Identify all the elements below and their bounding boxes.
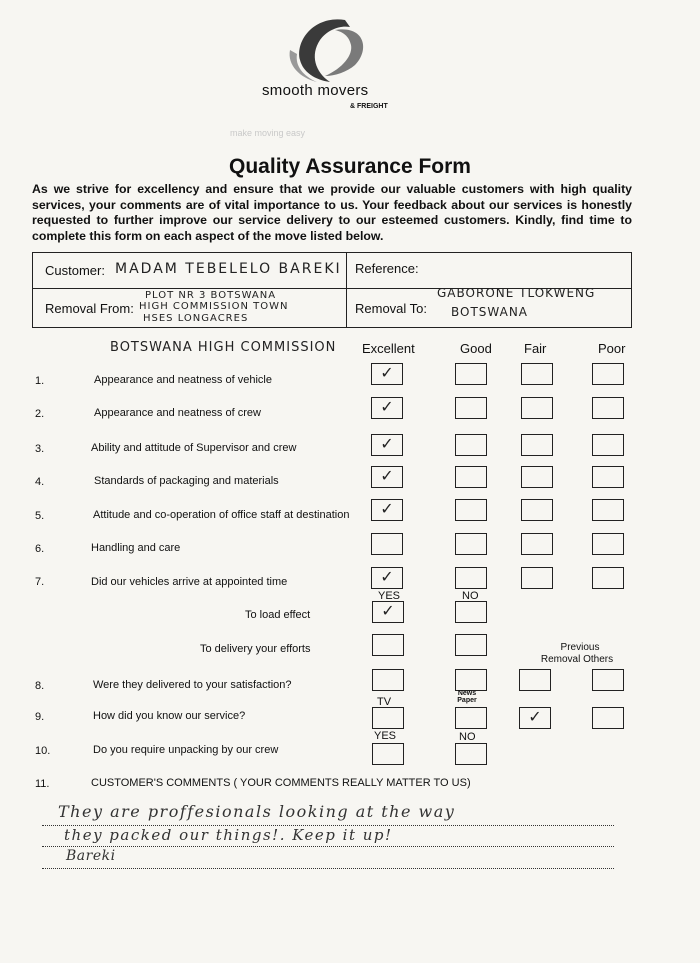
checkbox-poor[interactable]	[592, 499, 624, 521]
comment-line-1[interactable]: They are proffesionals looking at the way	[58, 802, 456, 821]
checkbox-poor[interactable]	[592, 363, 624, 385]
handwritten-organisation: BOTSWANA HIGH COMMISSION	[110, 340, 337, 355]
question-text: Handling and care	[91, 542, 181, 554]
removal-from-line-3[interactable]: HSES LONGACRES	[143, 313, 249, 324]
checkbox-delivery-no[interactable]	[455, 634, 487, 656]
question-number: 6.	[35, 543, 45, 555]
checkbox-q9-others[interactable]	[592, 707, 624, 729]
checkbox-poor[interactable]	[592, 466, 624, 488]
checkbox-good[interactable]	[455, 363, 487, 385]
comment-line-rule	[42, 845, 614, 847]
question-number: 3.	[35, 443, 45, 455]
removal-label: Removal	[540, 654, 581, 665]
q9-number: 9.	[35, 711, 45, 723]
load-effect-label: To load effect	[245, 609, 311, 621]
checkbox-fair[interactable]	[521, 567, 553, 589]
checkbox-good[interactable]	[455, 434, 487, 456]
q11-number: 11.	[35, 778, 50, 790]
q10-text: Do you require unpacking by our crew	[93, 744, 279, 756]
checkbox-load-no[interactable]	[455, 601, 487, 623]
checkbox-fair[interactable]	[521, 466, 553, 488]
checkbox-good[interactable]	[455, 533, 487, 555]
customer-signature: Bareki	[66, 848, 116, 864]
question-text: Attitude and co-operation of office staff at destination	[93, 509, 350, 521]
checkbox-q9-tv[interactable]	[372, 707, 404, 729]
checkbox-fair[interactable]	[521, 533, 553, 555]
brand-sub: & FREIGHT	[350, 103, 388, 110]
no-label: NO	[462, 590, 479, 602]
comment-line-2[interactable]: they packed our things!. Keep it up!	[64, 826, 393, 844]
checkbox-excellent[interactable]: ✓	[371, 466, 403, 488]
yes-label-q10: YES	[374, 730, 397, 742]
question-number: 1.	[35, 375, 45, 387]
question-text: Ability and attitude of Supervisor and crew	[91, 442, 297, 454]
checkbox-good[interactable]	[455, 397, 487, 419]
q9-text: How did you know our service?	[93, 710, 246, 722]
checkbox-fair[interactable]	[521, 434, 553, 456]
checkbox-q9-news-paper[interactable]	[455, 707, 487, 729]
comment-line-rule	[42, 867, 614, 869]
removal-to-label: Removal To:	[355, 301, 428, 316]
smooth-movers-swoosh-logo	[255, 10, 405, 130]
checkbox-q10-yes[interactable]	[372, 743, 404, 765]
checkbox-fair[interactable]	[521, 397, 553, 419]
checkbox-load-yes[interactable]: ✓	[372, 601, 404, 623]
checkbox-excellent[interactable]: ✓	[371, 567, 403, 589]
no-label-q10: NO	[459, 731, 476, 743]
question-number: 4.	[35, 476, 45, 488]
checkbox-q10-no[interactable]	[455, 743, 487, 765]
checkbox-excellent[interactable]: ✓	[371, 499, 403, 521]
question-text: Did our vehicles arrive at appointed time	[91, 576, 288, 588]
col-header-poor: Poor	[598, 341, 626, 356]
checkbox-excellent[interactable]: ✓	[371, 363, 403, 385]
q8-text: Were they delivered to your satisfaction?	[93, 679, 292, 691]
checkbox-poor[interactable]	[592, 533, 624, 555]
col-header-fair: Fair	[524, 341, 547, 356]
tv-label: TV	[377, 696, 392, 708]
checkbox-excellent[interactable]	[371, 533, 403, 555]
checkbox-q8-others[interactable]	[592, 669, 624, 691]
reference-label: Reference:	[355, 261, 419, 276]
question-text: Appearance and neatness of vehicle	[94, 374, 272, 386]
checkbox-good[interactable]	[455, 567, 487, 589]
q8-number: 8.	[35, 680, 45, 692]
col-header-good: Good	[460, 341, 492, 356]
checkbox-q9-previous-removal[interactable]: ✓	[519, 707, 551, 729]
checkbox-good[interactable]	[455, 466, 487, 488]
q10-number: 10.	[35, 745, 51, 757]
delivery-efforts-label: To delivery your efforts	[200, 643, 311, 655]
brand-name: smooth movers	[262, 82, 369, 99]
checkbox-q8-no[interactable]	[455, 669, 487, 691]
customer-info-table	[32, 252, 632, 328]
checkbox-fair[interactable]	[521, 499, 553, 521]
checkbox-fair[interactable]	[521, 363, 553, 385]
checkbox-poor[interactable]	[592, 434, 624, 456]
removal-to-line-2[interactable]: BOTSWANA	[451, 305, 529, 319]
checkbox-good[interactable]	[455, 499, 487, 521]
removal-from-label: Removal From:	[45, 301, 134, 316]
checkbox-q8-previous-removal[interactable]	[519, 669, 551, 691]
intro-paragraph: As we strive for excellency and ensure that we provide our valuable customers with high quality services, your comments are of vital importance to us. Your feedback about our services is honestly requested to further improve our service delivery to our esteemed customers. Kindly, find time to complete this form on each aspect of the move listed below.	[32, 182, 632, 243]
customer-value[interactable]: MADAM TEBELELO BAREKI	[115, 261, 342, 277]
question-text: Standards of packaging and materials	[94, 475, 279, 487]
faint-tagline: make moving easy	[230, 128, 306, 138]
checkbox-excellent[interactable]: ✓	[371, 397, 403, 419]
checkbox-poor[interactable]	[592, 397, 624, 419]
checkbox-q8-yes[interactable]	[372, 669, 404, 691]
removal-from-line-1[interactable]: PLOT NR 3 BOTSWANA	[145, 290, 277, 301]
previous-removal-others-header	[518, 642, 636, 666]
removal-from-line-2[interactable]: HIGH COMMISSION TOWN	[139, 301, 289, 312]
customer-label: Customer:	[45, 263, 105, 278]
others-label: Others	[583, 654, 614, 665]
previous-label: Previous	[560, 642, 600, 653]
checkbox-delivery-yes[interactable]	[372, 634, 404, 656]
question-number: 2.	[35, 408, 45, 420]
question-text: Appearance and neatness of crew	[94, 407, 261, 419]
yes-label: YES	[378, 590, 401, 602]
col-header-excellent: Excellent	[362, 341, 415, 356]
checkbox-excellent[interactable]: ✓	[371, 434, 403, 456]
question-number: 7.	[35, 576, 45, 588]
q11-text: CUSTOMER'S COMMENTS ( YOUR COMMENTS REALLY MATTER TO US)	[91, 777, 471, 789]
checkbox-poor[interactable]	[592, 567, 624, 589]
removal-to-line-1[interactable]: GABORONE TLOKWENG	[437, 286, 596, 300]
form-title: Quality Assurance Form	[229, 155, 471, 178]
question-number: 5.	[35, 510, 45, 522]
news-paper-label: News Paper	[457, 690, 477, 704]
